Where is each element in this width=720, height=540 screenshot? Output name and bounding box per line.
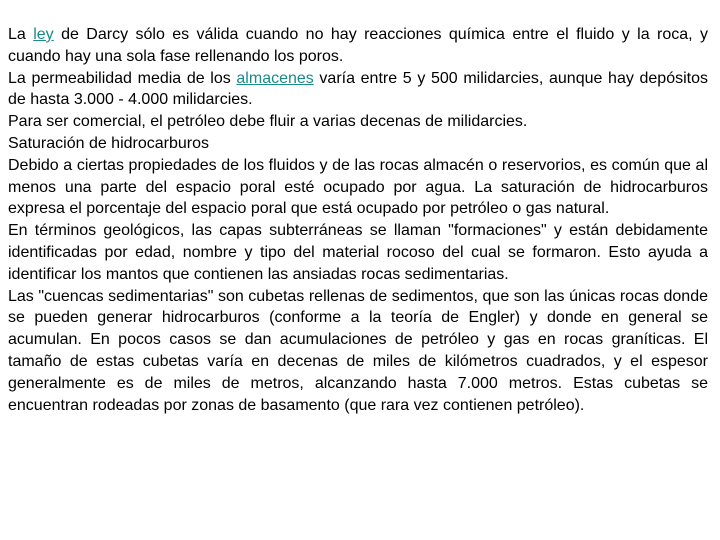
paragraph-commercial-flow: Para ser comercial, el petróleo debe fluir a varias decenas de milidarcies.: [8, 113, 528, 131]
paragraph-darcy-law: [8, 24, 708, 68]
document-body: [8, 24, 708, 416]
paragraph-formations: En términos geológicos, las capas subterráneas se llaman "formaciones" y están debidamente identificadas por edad, nombre y tipo del material rocoso del cual se formaron. Esto ayuda a identificar los mantos que contienen las ansiadas rocas sedimentarias.: [8, 222, 708, 283]
ley-link[interactable]: ley: [33, 26, 54, 43]
almacenes-link[interactable]: almacenes: [236, 69, 314, 87]
paragraph-darcy-law-end: de Darcy sólo es válida cuando no hay reacciones química entre el fluido y la roca, y cuando hay una sola fase rellenando los poros.: [8, 26, 708, 65]
paragraph-permeability-end: varía entre 5 y 500 milidarcies, aunque hay depósitos de hasta 3.000 - 4.000 milidarcies.: [8, 69, 708, 109]
paragraph-saturation: Debido a ciertas propiedades de los fluidos y de las rocas almacén o reservorios, es común que al menos una parte del espacio poral esté ocupado por agua. La saturación de hidrocarburos expresa el porcentaje del espacio poral que está ocupado por petróleo o gas natural.: [8, 156, 708, 218]
paragraph-permeability: [8, 68, 708, 112]
section-heading-saturation: Saturación de hidrocarburos: [8, 134, 210, 152]
paragraph-sedimentary-basins: Las "cuencas sedimentarias" son cubetas rellenas de sedimentos, que son las únicas rocas donde se pueden generar hidrocarburos (conforme a la teoría de Engler) y donde en general se acumulan. En pocos casos se dan acumulaciones de petróleo y gas en rocas graníticas. El tamaño de estas cubetas varía en decenas de miles de kilómetros cuadrados, y el espesor generalmente es de miles de metros, alcanzando hasta 7.000 metros. Estas cubetas se encuentran rodeadas por zonas de basamento (que rara vez contienen petróleo).: [8, 287, 708, 414]
paragraph-darcy-law-start: La: [8, 26, 34, 43]
paragraph-permeability-start: La permeabilidad media de los: [8, 69, 237, 87]
